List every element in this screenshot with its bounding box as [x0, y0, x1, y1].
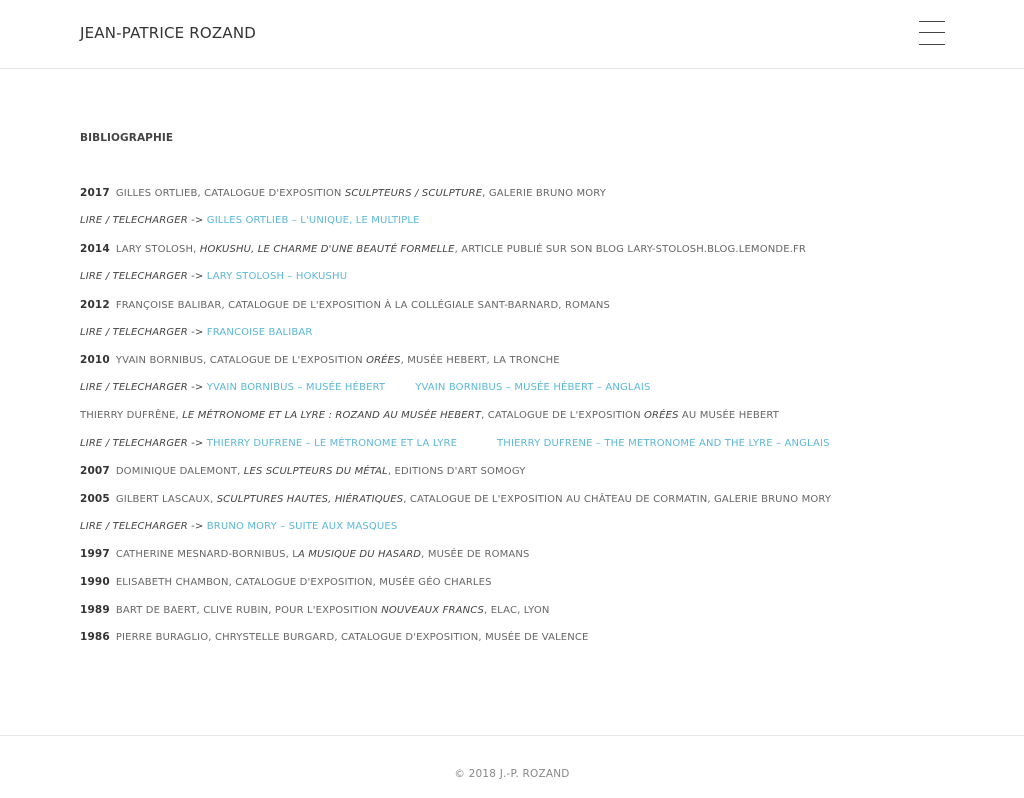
entry-text: , CATALOGUE DE L'EXPOSITION AU CHÂTEAU DE CORMATIN, GALERIE BRUNO MORY: [403, 494, 832, 505]
entry-title: ORÉES: [644, 410, 679, 421]
bibliography-entry-2017: [80, 187, 606, 203]
entry-text: , GALERIE BRUNO MORY: [482, 188, 606, 199]
entry-year: 2007: [80, 465, 110, 477]
bibliography-entry-1997: [80, 548, 530, 564]
download-label: LIRE / TELECHARGER ->: [80, 521, 204, 532]
entry-text: GILBERT LASCAUX,: [115, 494, 217, 505]
download-row-balibar: [80, 327, 312, 343]
link-stolosh[interactable]: LARY STOLOSH – HOKUSHU: [206, 271, 348, 282]
entry-year: 2010: [80, 354, 110, 366]
hamburger-line: [919, 21, 945, 22]
bibliography-entry-1990: [80, 576, 492, 592]
entry-text: THIERRY DUFRÊNE,: [80, 410, 183, 421]
entry-text: AU MUSÉE HEBERT: [678, 410, 779, 421]
entry-text: YVAIN BORNIBUS, CATALOGUE DE L'EXPOSITION: [115, 355, 367, 366]
bibliography-entry-dufrene: [80, 410, 779, 426]
entry-text: , MUSÉE DE ROMANS: [421, 549, 530, 560]
link-bornibus-english[interactable]: YVAIN BORNIBUS – MUSÉE HÉBERT – ANGLAIS: [415, 382, 651, 393]
entry-year: 2005: [80, 493, 110, 505]
entry-title: NOUVEAUX FRANCS: [381, 605, 485, 616]
site-footer: [0, 735, 1024, 798]
download-row-stolosh: [80, 271, 347, 287]
entry-text: , MUSÉE HEBERT, LA TRONCHE: [400, 355, 560, 366]
download-label: LIRE / TELECHARGER ->: [80, 215, 204, 226]
link-mory[interactable]: BRUNO MORY – SUITE AUX MASQUES: [206, 521, 398, 532]
download-label: LIRE / TELECHARGER ->: [80, 271, 204, 282]
entry-text: GILLES ORTLIEB, CATALOGUE D'EXPOSITION: [115, 188, 345, 199]
hamburger-menu-icon[interactable]: [919, 20, 945, 46]
entry-year: 2012: [80, 299, 110, 311]
entry-text: LARY STOLOSH,: [115, 244, 200, 255]
hamburger-line: [919, 32, 945, 33]
entry-year: 2014: [80, 243, 110, 255]
bibliography-entry-2010: [80, 354, 560, 370]
entry-text: , EDITIONS D'ART SOMOGY: [387, 466, 526, 477]
download-label: LIRE / TELECHARGER ->: [80, 327, 204, 338]
bibliography-entry-1989: [80, 604, 550, 620]
download-row-ortlieb: [80, 215, 420, 231]
link-bornibus[interactable]: YVAIN BORNIBUS – MUSÉE HÉBERT: [206, 382, 386, 393]
download-row-bornibus: [80, 382, 650, 398]
download-label: LIRE / TELECHARGER ->: [80, 382, 204, 393]
link-dufrene-english[interactable]: THIERRY DUFRENE – THE METRONOME AND THE LYRE – ANGLAIS: [497, 438, 830, 449]
download-row-dufrene: [80, 438, 830, 454]
entry-title: A MUSIQUE DU HASARD: [297, 549, 422, 560]
entry-year: 1989: [80, 604, 110, 616]
bibliography-entry-2014: [80, 243, 806, 259]
page-heading: BIBLIOGRAPHIE: [80, 132, 174, 144]
link-balibar[interactable]: FRANCOISE BALIBAR: [206, 327, 313, 338]
bibliography-entry-2005: [80, 493, 831, 509]
entry-text: BART DE BAERT, CLIVE RUBIN, POUR L'EXPOSITION: [115, 605, 382, 616]
download-row-mory: [80, 521, 397, 537]
link-ortlieb[interactable]: GILLES ORTLIEB – L'UNIQUE, LE MULTIPLE: [206, 215, 420, 226]
entry-year: 1990: [80, 576, 110, 588]
entry-title: HOKUSHU, LE CHARME D'UNE BEAUTÉ FORMELLE: [199, 244, 455, 255]
site-header: [0, 0, 1024, 69]
entry-text: , ARTICLE PUBLIÉ SUR SON BLOG LARY-STOLOSH.BLOG.LEMONDE.FR: [454, 244, 807, 255]
site-title-link[interactable]: JEAN-PATRICE ROZAND: [80, 24, 257, 42]
entry-text: DOMINIQUE DALEMONT,: [115, 466, 244, 477]
hamburger-line: [919, 44, 945, 45]
link-dufrene[interactable]: THIERRY DUFRENE – LE MÉTRONOME ET LA LYRE: [206, 438, 458, 449]
entry-text: , ELAC, LYON: [484, 605, 550, 616]
entry-title: SCULPTEURS / SCULPTURE: [344, 188, 483, 199]
entry-year: 1997: [80, 548, 110, 560]
copyright-text: © 2018 J.-P. ROZAND: [454, 768, 570, 780]
bibliography-entry-2012: [80, 299, 610, 315]
bibliography-entry-1986: [80, 631, 589, 647]
bibliography-entry-2007: [80, 465, 525, 481]
entry-text: PIERRE BURAGLIO, CHRYSTELLE BURGARD, CATALOGUE D'EXPOSITION, MUSÉE DE VALENCE: [115, 632, 589, 643]
entry-year: 1986: [80, 631, 110, 643]
entry-title: LE MÉTRONOME ET LA LYRE : ROZAND AU MUSÉE HEBERT: [182, 410, 482, 421]
entry-text: FRANÇOISE BALIBAR, CATALOGUE DE L'EXPOSITION À LA COLLÉGIALE SANT-BARNARD, ROMANS: [115, 300, 610, 311]
download-label: LIRE / TELECHARGER ->: [80, 438, 204, 449]
entry-text: ELISABETH CHAMBON, CATALOGUE D'EXPOSITION, MUSÉE GÉO CHARLES: [115, 577, 492, 588]
entry-title: LES SCULPTEURS DU MÉTAL: [243, 466, 388, 477]
entry-text: CATHERINE MESNARD-BORNIBUS, L: [115, 549, 298, 560]
entry-title: ORÉES: [366, 355, 401, 366]
entry-text: , CATALOGUE DE L'EXPOSITION: [481, 410, 645, 421]
entry-title: SCULPTURES HAUTES, HIÉRATIQUES: [216, 494, 404, 505]
entry-year: 2017: [80, 187, 110, 199]
